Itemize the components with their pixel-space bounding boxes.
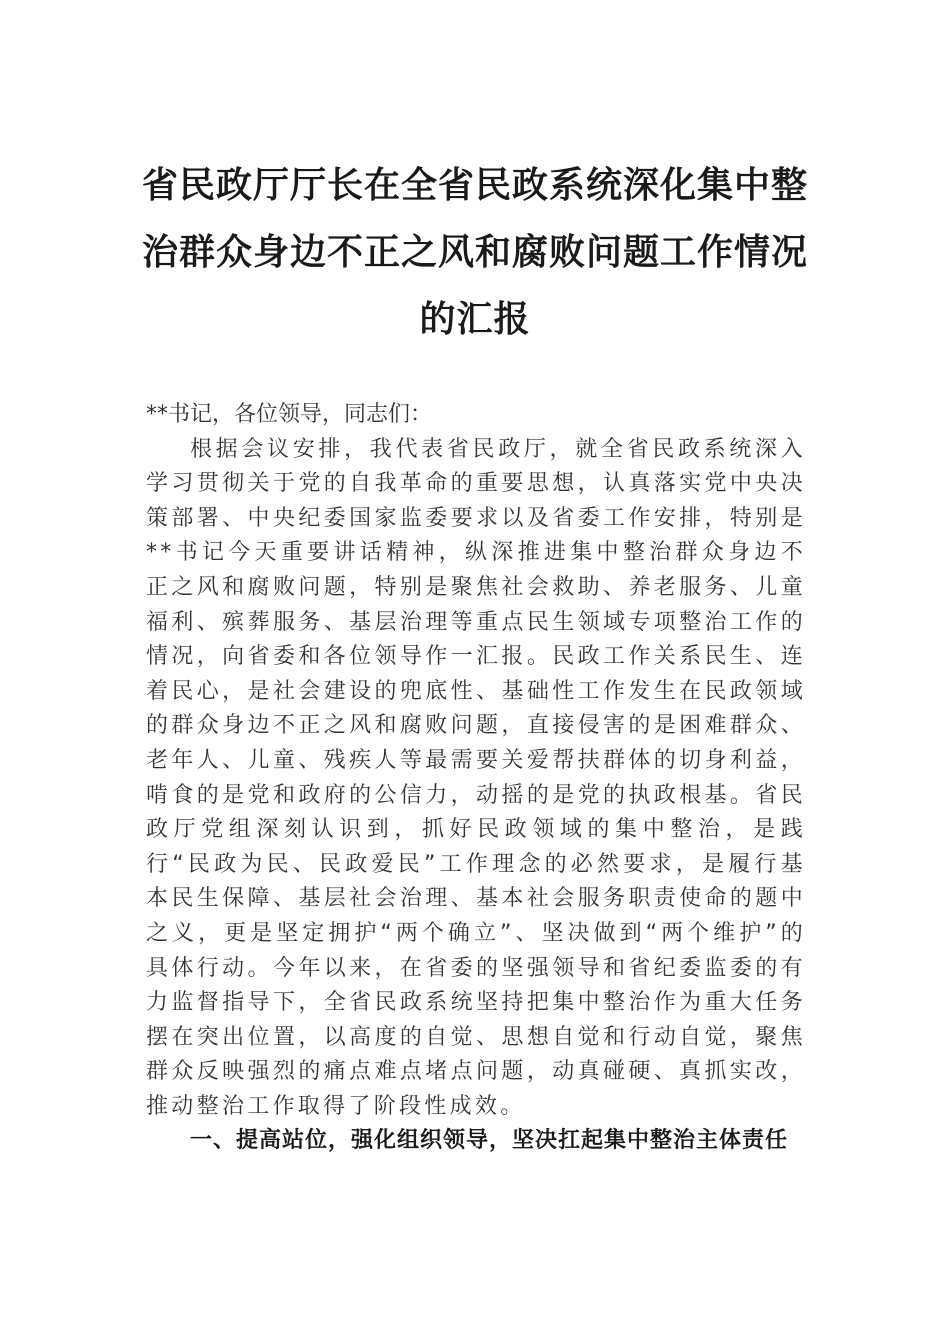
section-heading: 一、提高站位，强化组织领导，坚决扛起集中整治主体责任 [190,1128,789,1154]
document-body [146,398,806,1159]
document-title: 省民政厅厅长在全省民政系统深化集中整治群众身边不正之风和腐败问题工作情况的汇报 [141,164,808,340]
salutation: **书记，各位领导，同志们： [146,402,433,427]
paragraph: 根据会议安排，我代表省民政厅，就全省民政系统深入学习贯彻关于党的自我革命的重要思想，认真落实党中央决策部署、中央纪委国家监委要求以及省委工作安排，特别是**书记今天重要讲话精神，纵深推进集中整治群众身边不正之风和腐败问题，特别是聚焦社会救助、养老服务、儿童福利、殡葬服务、基层治理等重点民生领域专项整治工作的情况，向省委和各位领导作一汇报。民政工作关系民生、连着民心，是社会建设的兜底性、基础性工作发生在民政领域的群众身边不正之风和腐败问题，直接侵害的是困难群众、老年人、儿童、残疾人等最需要关爱帮扶群体的切身利益，啃食的是党和政府的公信力，动摇的是党的执政根基。省民政厅党组深刻认识到，抓好民政领域的集中整治，是践行“民政为民、民政爱民”工作理念的必然要求，是履行基本民生保障、基层社会治理、基本社会服务职责使命的题中之义，更是坚定拥护“两个确立”、坚决做到“两个维护”的具体行动。今年以来，在省委的坚强领导和省纪委监委的有力监督指导下，全省民政系统坚持把集中整治作为重大任务摆在突出位置，以高度的自觉、思想自觉和行动自觉，聚焦群众反映强烈的痛点难点堵点问题，动真碰硬、真抓实改，推动整治工作取得了阶段性成效。 [146,436,806,1119]
